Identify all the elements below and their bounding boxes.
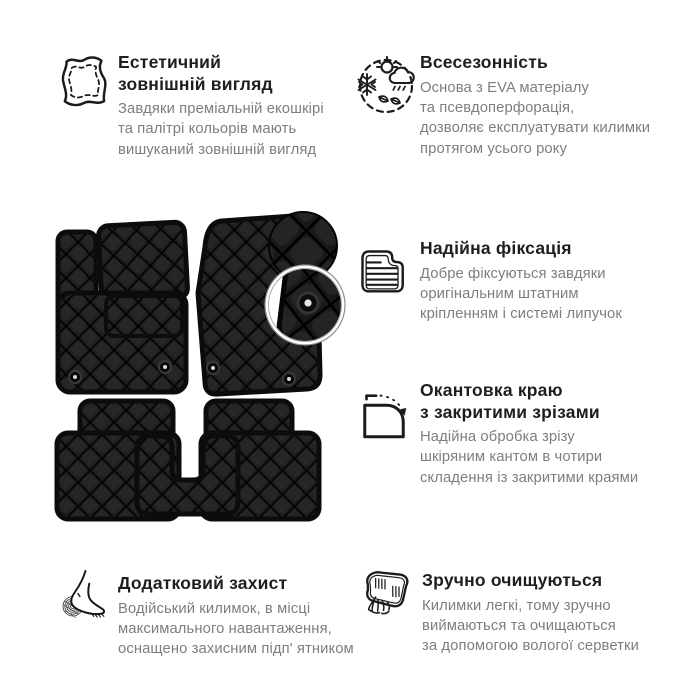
feature-title-line: з закритими зрізами [420, 401, 600, 422]
feature-body-line: оснащено захисним підп' ятником [118, 641, 354, 658]
feature-title [420, 380, 686, 423]
feature-body-line: Основа з EVA матеріалу [420, 79, 589, 96]
feature-extra-protection [60, 566, 360, 660]
feature-body [118, 99, 356, 160]
hand-wiping-mat-icon [356, 566, 422, 622]
folded-edge-icon [356, 380, 420, 444]
feature-secure-fixation [356, 238, 686, 325]
feature-all-season [354, 52, 684, 159]
feature-body-line: максимального навантаження, [118, 620, 332, 637]
feature-title-line: Надійна фіксація [420, 238, 572, 258]
feature-body-line: Надійна обробка зрізу [420, 429, 575, 445]
feature-title [420, 238, 686, 260]
feature-title-line: Естетичний [118, 52, 222, 72]
feature-title-line: зовнішній вигляд [118, 73, 273, 94]
feature-body [420, 264, 686, 325]
feature-title-line: Окантовка краю [420, 380, 563, 400]
feature-title-line: Додатковий захист [118, 573, 288, 593]
feature-body-line: та палітрі кольорів мають [118, 121, 297, 138]
feature-body-line: та псевдоперфорація, [420, 99, 575, 116]
feature-body [118, 599, 360, 660]
feature-body-line: за допомогою вологої серветки [422, 638, 639, 655]
feature-body-line: Килимки легкі, тому зручно [422, 597, 611, 614]
feature-title-line: Зручно очищуються [422, 570, 603, 590]
feature-body-line: дозволяє експлуатувати килимки [420, 120, 651, 137]
foot-heel-pad-icon [60, 566, 118, 624]
feature-body-line: Завдяки преміальній екошкірі [118, 101, 324, 117]
feature-aesthetic-appearance [56, 52, 356, 160]
feature-body-line: складення із закритими краями [420, 469, 639, 486]
feature-body-line: оригінальним штатним [420, 285, 579, 302]
feature-easy-cleaning [356, 566, 686, 657]
feature-title-line: Всесезонність [420, 52, 548, 72]
feature-body-line: протягом усього року [420, 140, 567, 157]
all-season-weather-icon [354, 52, 420, 118]
feature-title [118, 573, 360, 595]
feature-title [118, 52, 356, 95]
ribbed-mat-icon [356, 238, 420, 300]
feature-title [420, 52, 684, 74]
feature-body-line: кріпленням і системі липучок [420, 306, 622, 323]
feature-title [422, 570, 686, 592]
feature-body [422, 596, 686, 657]
feature-body-line: виймаються та очищаються [422, 617, 616, 634]
heel-pad [106, 296, 182, 336]
feature-body [420, 78, 684, 160]
product-image-car-mats [42, 205, 354, 525]
feature-edge-binding [356, 380, 686, 488]
leather-hide-icon [56, 52, 118, 110]
feature-body-line: вишуканий зовнішній вигляд [118, 141, 317, 158]
tunnel-mat [137, 436, 238, 514]
feature-body [420, 427, 686, 488]
feature-body-line: Добре фіксуються завдяки [420, 265, 606, 282]
feature-body-line: шкіряним кантом в чотири [420, 449, 603, 466]
feature-body-line: Водійський килимок, в місці [118, 600, 311, 617]
